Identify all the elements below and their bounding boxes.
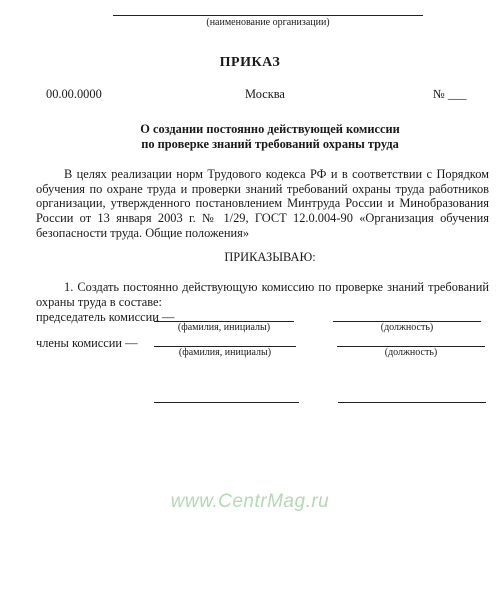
order-title: ПРИКАЗ [219, 55, 281, 70]
member2-name-line [154, 402, 299, 403]
order-city: Москва [245, 87, 285, 101]
order-number: № ___ [433, 87, 467, 101]
order-date: 00.00.0000 [46, 87, 102, 101]
order-subject-line1: О создании постоянно действующей комиссии [140, 122, 400, 136]
order-subject-line2: по проверке знаний требований охраны труда [141, 137, 399, 151]
chair-name-caption: (фамилия, инициалы) [177, 322, 271, 333]
chair-label: председатель комиссии — [36, 310, 175, 324]
chair-position-caption: (должность) [380, 322, 434, 333]
org-name-caption: (наименование организации) [206, 17, 330, 28]
order-word: ПРИКАЗЫВАЮ: [224, 250, 316, 264]
item-1-text: 1. Создать постоянно действующую комиссию по проверке знаний требований охраны труда в составе: [36, 280, 489, 309]
member1-name-caption: (фамилия, инициалы) [178, 347, 272, 358]
preamble-paragraph: В целях реализации норм Трудового кодекса РФ и в соответствии с Порядком обучения по охране труда и проверки знаний требований охраны труда работников организации, утвержденного постановлением Минтруда России и Минобразования России от 13 января 2003 г. № 1/29, ГОСТ 12.0.004-90 «Организация обучения безопасности труда. Общие положения» [36, 167, 489, 240]
org-name-line [113, 15, 423, 16]
members-label: члены комиссии — [36, 336, 138, 350]
watermark-text: www.CentrMag.ru [170, 491, 330, 512]
member1-position-caption: (должность) [384, 347, 438, 358]
member2-position-line [338, 402, 486, 403]
